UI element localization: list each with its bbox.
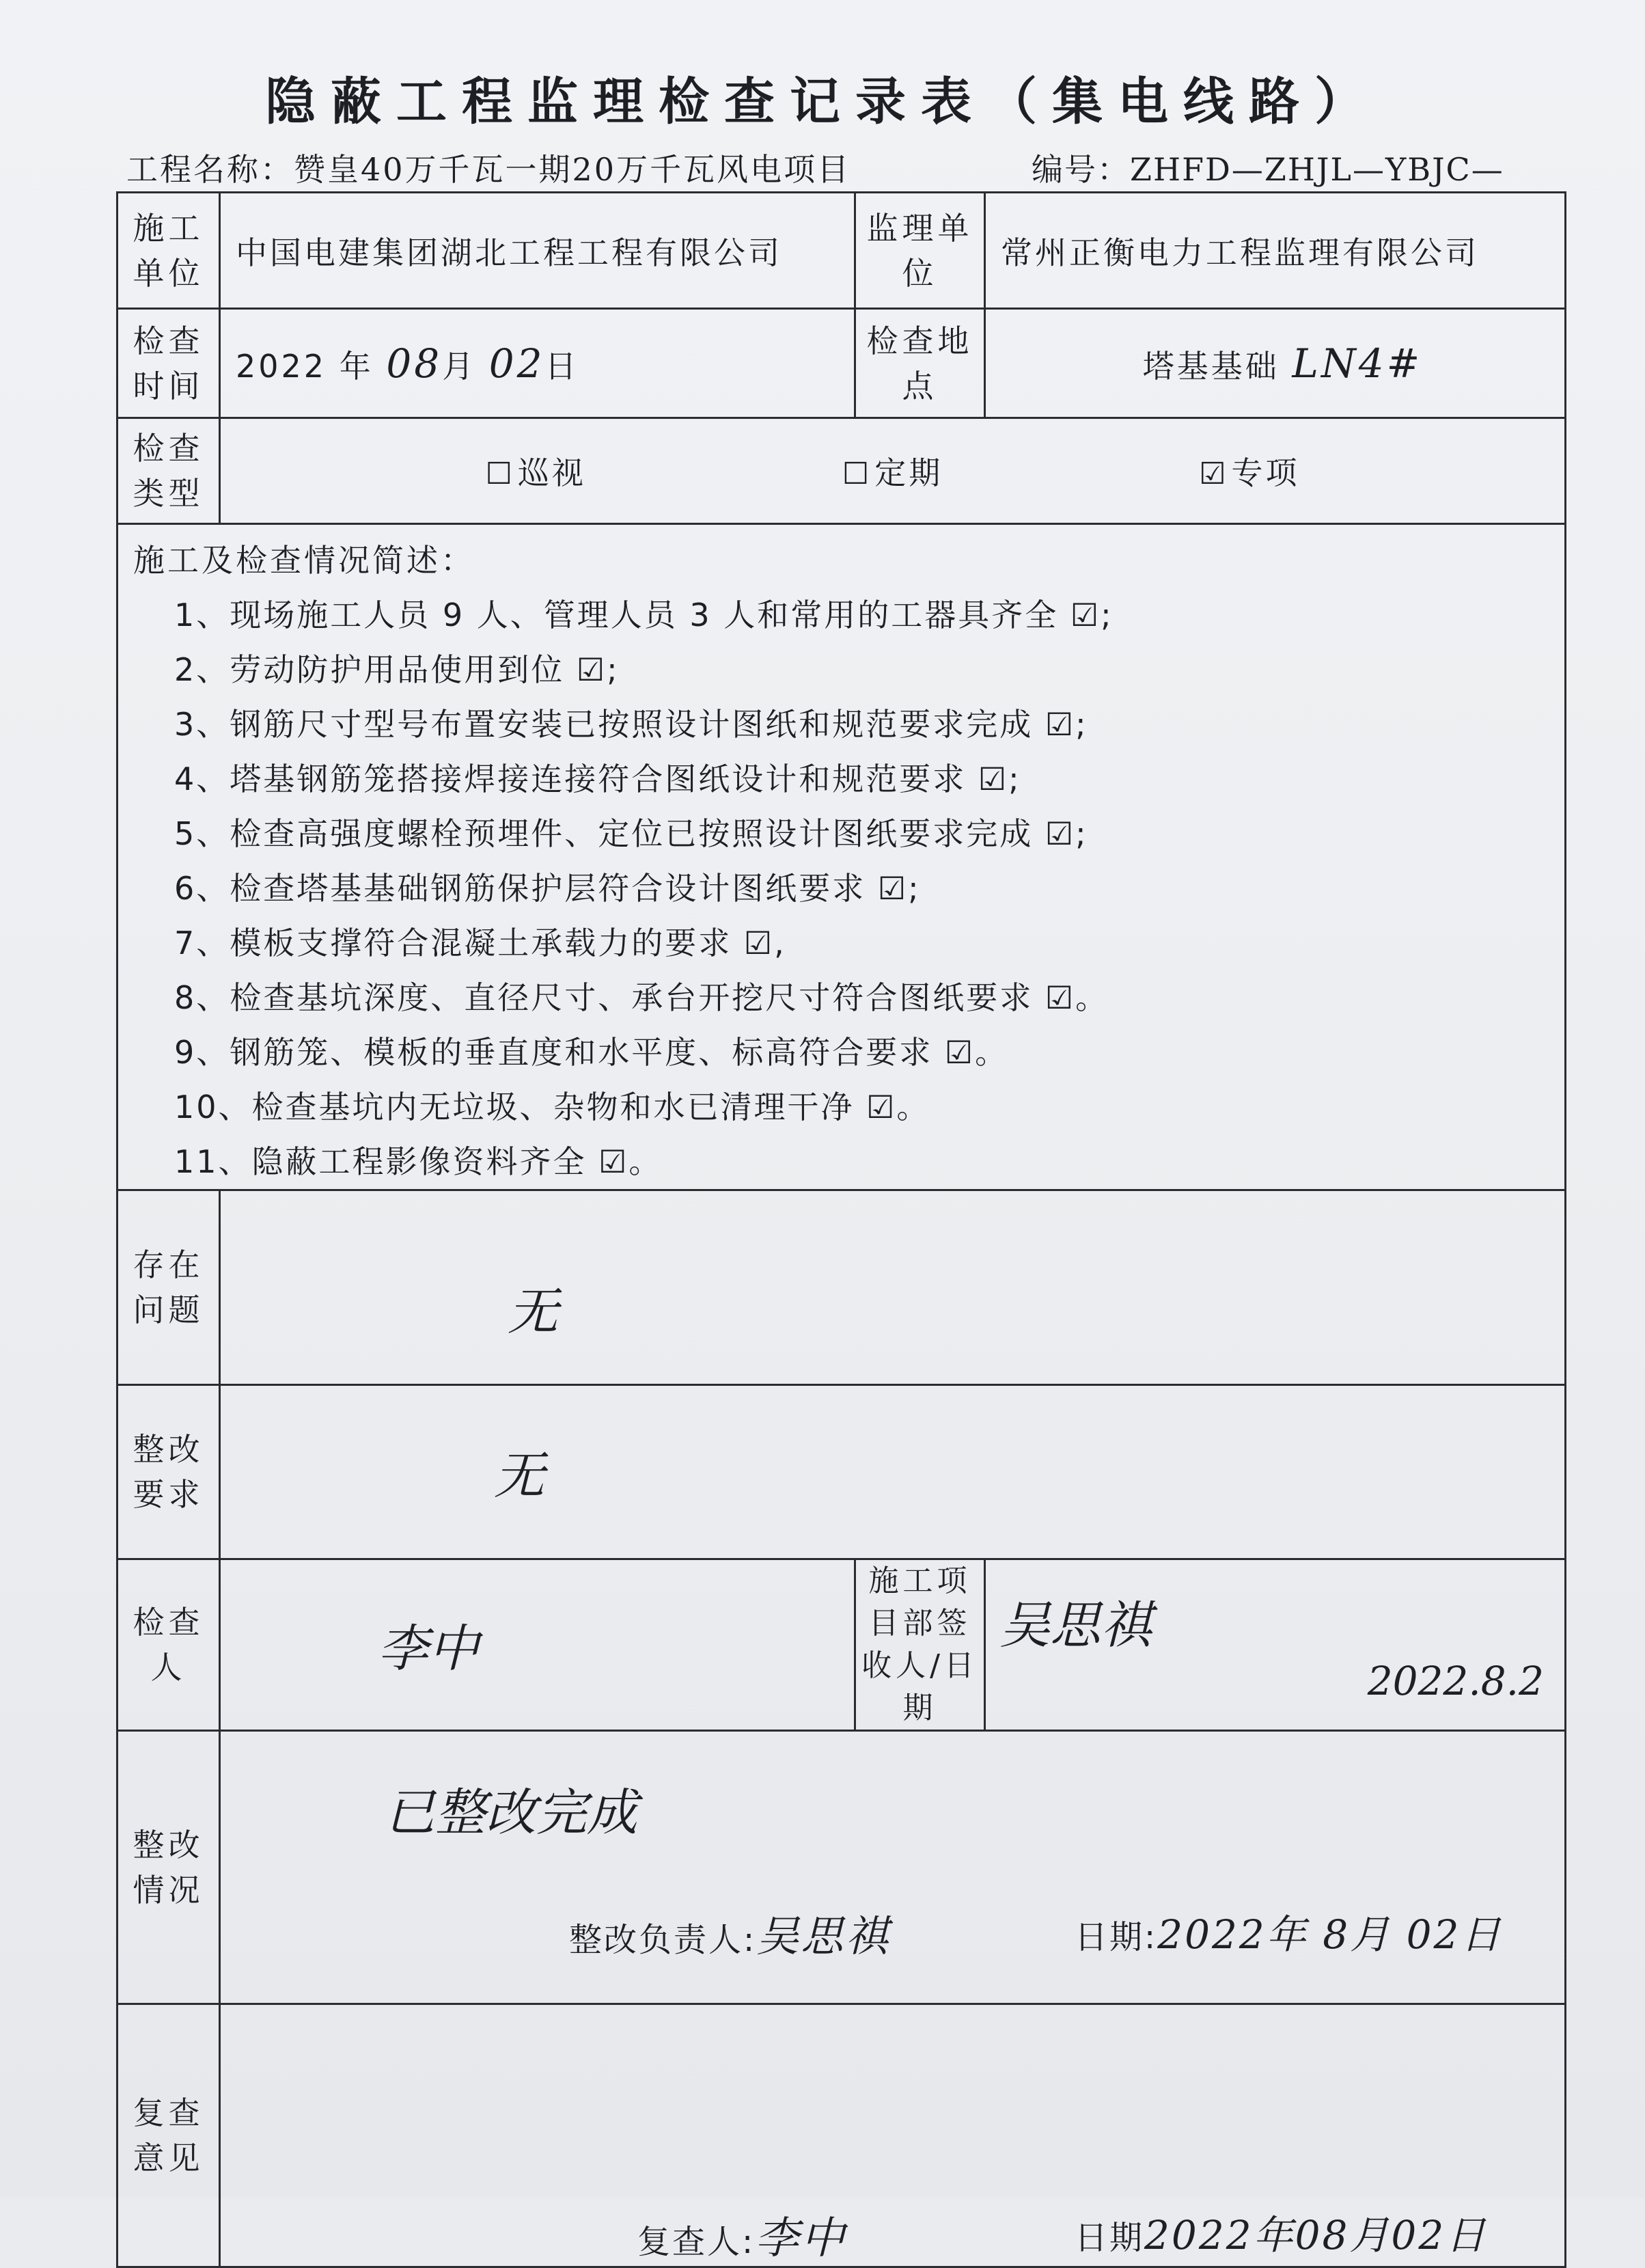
form-code: 编号：ZHFD—ZHJL—YBJC— bbox=[1032, 151, 1504, 188]
checkbox-empty-icon: ☐ bbox=[485, 456, 515, 491]
rectify-date-hand: 2022年 8月 02日 bbox=[1157, 1911, 1503, 1958]
inspect-time-value bbox=[220, 309, 855, 418]
checkbox-checked-icon: ☑ bbox=[1199, 456, 1229, 491]
inspector-sign-cell bbox=[220, 1559, 855, 1731]
type-option-regular[interactable]: ☐定期 bbox=[842, 454, 943, 491]
rectify-label: 整改情况 bbox=[118, 1731, 220, 2004]
project-name: 工程名称：赞皇40万千瓦一期20万千瓦风电项目 bbox=[126, 151, 851, 188]
rectify-responsible: 整改负责人:吴思祺 bbox=[569, 1911, 890, 1961]
description-heading: 施工及检查情况简述： bbox=[133, 542, 475, 579]
review-date-hand: 2022年08月02日 bbox=[1144, 2212, 1488, 2258]
inspect-type-options bbox=[220, 418, 1566, 524]
list-item: 3、钢筋尺寸型号布置安装已按照设计图纸和规范要求完成 ☑; bbox=[174, 706, 1088, 743]
reviewer-signature: 李中 bbox=[755, 2213, 847, 2264]
location-value bbox=[985, 309, 1566, 418]
supervisor-unit-value: 常州正衡电力工程监理有限公司 bbox=[985, 193, 1566, 309]
inspection-table bbox=[116, 191, 1566, 2268]
list-item: 8、检查基坑深度、直径尺寸、承台开挖尺寸符合图纸要求 ☑。 bbox=[174, 979, 1109, 1016]
list-item: 11、隐蔽工程影像资料齐全 ☑。 bbox=[174, 1143, 663, 1180]
inspect-day: 02 bbox=[488, 340, 545, 387]
location-text: 塔基基础 bbox=[1142, 347, 1280, 385]
requirement-value-cell bbox=[220, 1385, 1566, 1559]
type-option-special[interactable]: ☑专项 bbox=[1199, 454, 1300, 491]
rectify-hand: 已整改完成 bbox=[385, 1784, 637, 1842]
requirement-hand: 无 bbox=[494, 1447, 544, 1505]
list-item: 7、模板支撑符合混凝土承载力的要求 ☑, bbox=[174, 925, 786, 961]
inspector-signature: 李中 bbox=[378, 1620, 479, 1678]
review-label: 复查意见 bbox=[118, 2004, 220, 2267]
description-cell bbox=[118, 524, 1566, 1190]
rectify-date: 日期:2022年 8月 02日 bbox=[1075, 1911, 1503, 1958]
receipt-date: 2022.8.2 bbox=[1367, 1658, 1544, 1704]
inspect-day-unit: 日 bbox=[544, 347, 579, 385]
list-item: 9、钢筋笼、模板的垂直度和水平度、标高符合要求 ☑。 bbox=[174, 1034, 1009, 1071]
rectify-cell bbox=[220, 1731, 1566, 2004]
reviewer: 复查人:李中 bbox=[637, 2213, 847, 2264]
construction-unit-value: 中国电建集团湖北工程工程有限公司 bbox=[220, 193, 855, 309]
list-item: 2、劳动防护用品使用到位 ☑; bbox=[174, 651, 620, 688]
inspect-year: 2022 年 bbox=[236, 347, 374, 385]
list-item: 1、现场施工人员 9 人、管理人员 3 人和常用的工器具齐全 ☑; bbox=[174, 597, 1114, 633]
list-item: 5、检查高强度螺栓预埋件、定位已按照设计图纸要求完成 ☑; bbox=[174, 815, 1088, 852]
location-label: 检查地点 bbox=[855, 309, 985, 418]
inspector-label: 检查人 bbox=[118, 1559, 220, 1731]
inspect-month-unit: 月 bbox=[442, 347, 477, 385]
problem-value-cell bbox=[220, 1190, 1566, 1385]
list-item: 10、检查基坑内无垃圾、杂物和水已清理干净 ☑。 bbox=[174, 1089, 930, 1125]
supervisor-unit-label: 监理单位 bbox=[855, 193, 985, 309]
rectify-responsible-signature: 吴思祺 bbox=[756, 1911, 890, 1961]
description-list bbox=[133, 588, 1551, 1189]
list-item: 4、塔基钢筋笼搭接焊接连接符合图纸设计和规范要求 ☑; bbox=[174, 761, 1021, 797]
problem-label: 存在问题 bbox=[118, 1190, 220, 1385]
requirement-label: 整改要求 bbox=[118, 1385, 220, 1559]
location-hand: LN4# bbox=[1292, 340, 1423, 387]
problem-hand: 无 bbox=[508, 1283, 558, 1341]
type-option-patrol[interactable]: ☐巡视 bbox=[485, 454, 586, 491]
form-title: 隐蔽工程监理检查记录表（集电线路） bbox=[265, 72, 1380, 131]
list-item: 6、检查塔基基础钢筋保护层符合设计图纸要求 ☑; bbox=[174, 870, 921, 907]
checkbox-empty-icon: ☐ bbox=[842, 456, 872, 491]
review-date: 日期2022年08月02日 bbox=[1075, 2212, 1488, 2258]
inspect-type-label: 检查类型 bbox=[118, 418, 220, 524]
receipt-signature: 吴思祺 bbox=[999, 1596, 1151, 1655]
review-cell bbox=[220, 2004, 1566, 2267]
inspect-month: 08 bbox=[386, 340, 443, 387]
receipt-label: 施工项目部签收人/日期 bbox=[855, 1559, 985, 1731]
inspect-time-label: 检查时间 bbox=[118, 309, 220, 418]
construction-unit-label: 施工单位 bbox=[118, 193, 220, 309]
receipt-sign-cell bbox=[985, 1559, 1566, 1731]
